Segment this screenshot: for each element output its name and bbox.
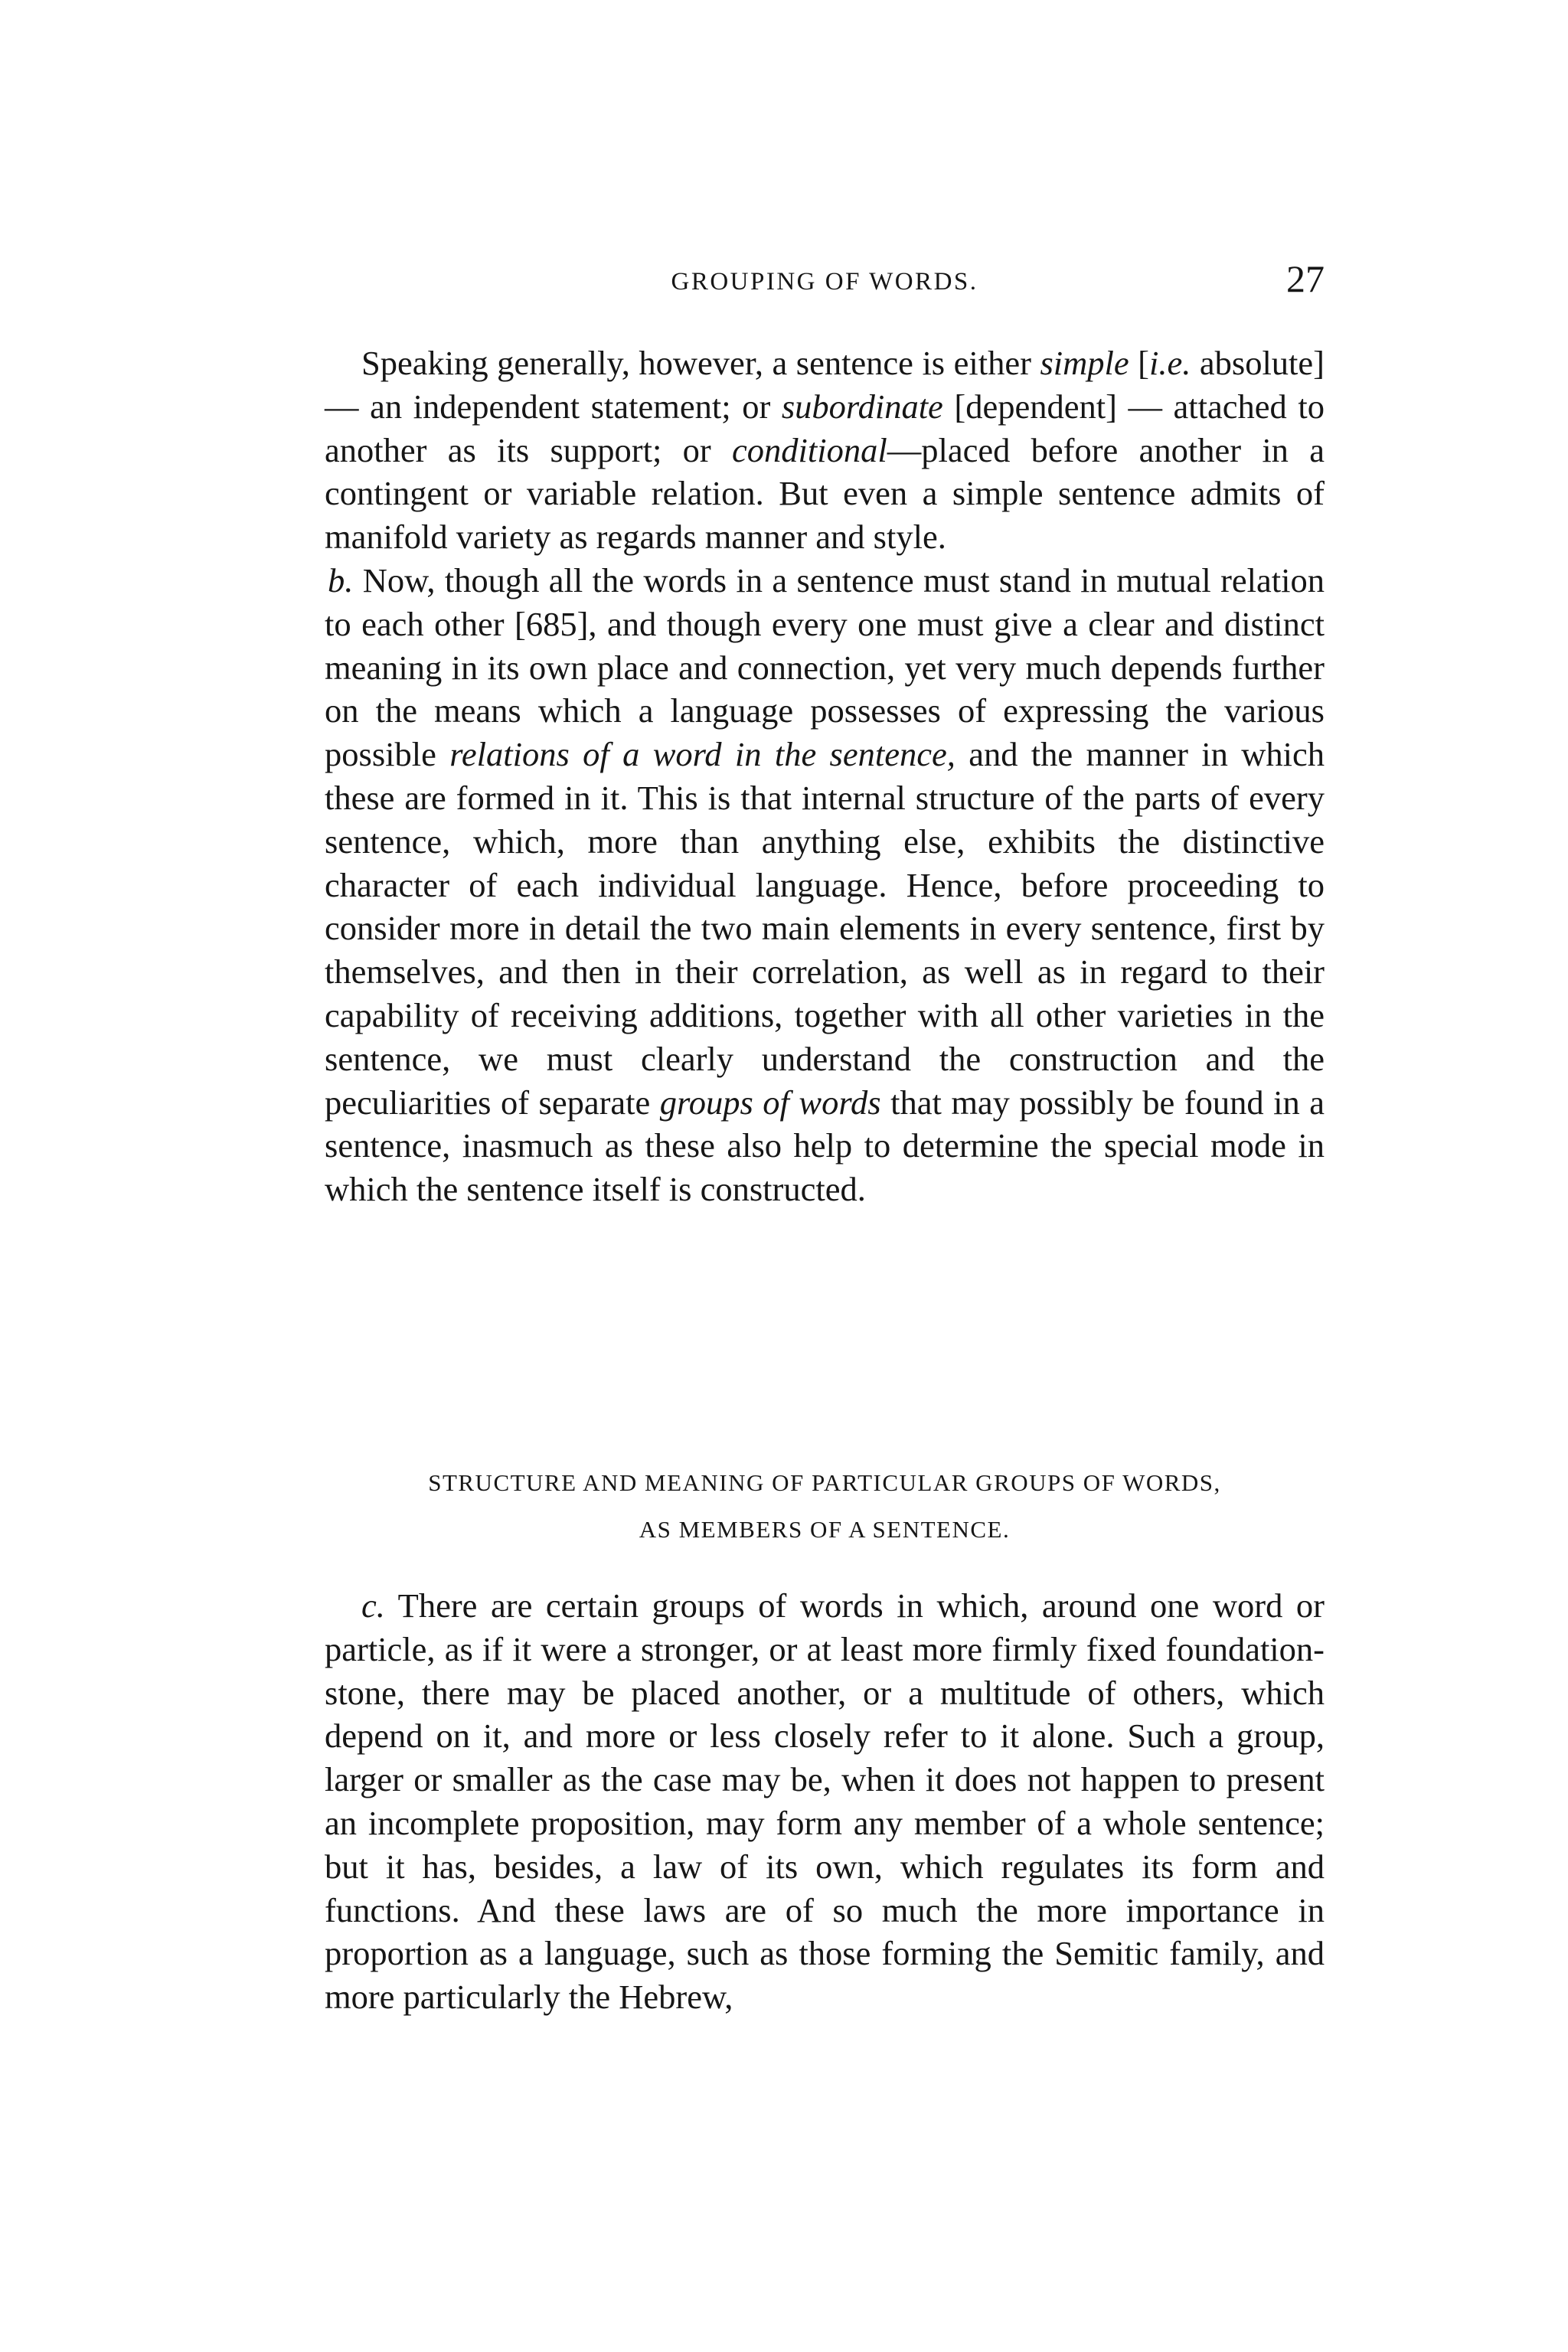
running-title: GROUPING OF WORDS.: [671, 268, 978, 296]
body-text-lower: [325, 1584, 1325, 2019]
paragraph-b-text-3: that may possibly be found in a sentence, inasmuch as these also help to determine the special mode in which the sentence itself is constructed.: [325, 1083, 1325, 1209]
term-subordinate: subordinate: [781, 387, 943, 426]
paragraph-label-b: b.: [328, 560, 354, 599]
intro-text-2: [: [1129, 344, 1149, 382]
paragraph-intro: [325, 341, 1325, 559]
term-simple: simple: [1040, 344, 1129, 382]
intro-text-1: Speaking generally, however, a sentence is either: [361, 344, 1040, 382]
abbr-ie: i.e.: [1148, 344, 1191, 382]
section-heading: [325, 1459, 1325, 1553]
running-head: [325, 259, 1325, 305]
paragraph-label-c: c.: [361, 1586, 385, 1625]
phrase-groups-of-words: groups of words: [659, 1083, 881, 1122]
intro-text-4: [dependent] — attached to another as its support; or: [325, 387, 1325, 469]
term-conditional: conditional: [732, 430, 887, 469]
section-heading-line-2: AS MEMBERS OF A SENTENCE.: [639, 1516, 1011, 1543]
body-text-upper: [325, 341, 1325, 1211]
paragraph-b: [325, 559, 1325, 1211]
paragraph-b-text-2: and the manner in which these are formed in it. This is that internal structure of the parts of every sentence, which, more than anything else, exhibits the distinctive character of each individual language. Hence, before proceeding to consider more in detail the two main elements in every sentence, first by themselves, and then in their correlation, as well as in regard to their capability of receiving additions, together with all other varieties in the sentence, we must clearly understand the construction and the peculiarities of separate: [325, 735, 1325, 1122]
intro-text-3: absolute] — an independent statement; or: [325, 344, 1325, 426]
phrase-relations: relations of a word in the sentence,: [449, 735, 956, 774]
intro-text-5: —placed before another in a contingent or variable relation. But even a simple sentence admits of manifold variety as regards manner and style.: [325, 430, 1325, 557]
paragraph-b-text-1: Now, though all the words in a sentence must stand in mutual relation to each other [685], and though every one must give a clear and distinct meaning in its own place and connection, yet very much depends further on the means which a language possesses of expressing the various possible: [325, 560, 1325, 774]
section-heading-line-1: STRUCTURE AND MEANING OF PARTICULAR GROUPS OF WORDS,: [428, 1469, 1221, 1496]
paragraph-c-text: There are certain groups of words in which, around one word or particle, as if it were a stronger, or at least more firmly fixed foundation-stone, there may be placed another, or a multitude of others, which depend on it, and more or less closely refer to it alone. Such a group, larger or smaller as the case may be, when it does not happen to present an incomplete proposition, may form any member of a whole sentence; but it has, besides, a law of its own, which regulates its form and functions. And these laws are of so much the more importance in proportion as a language, such as those forming the Semitic family, and more particularly the Hebrew,: [325, 1586, 1325, 2017]
page-number: 27: [1286, 257, 1325, 300]
paragraph-c: [325, 1584, 1325, 2019]
